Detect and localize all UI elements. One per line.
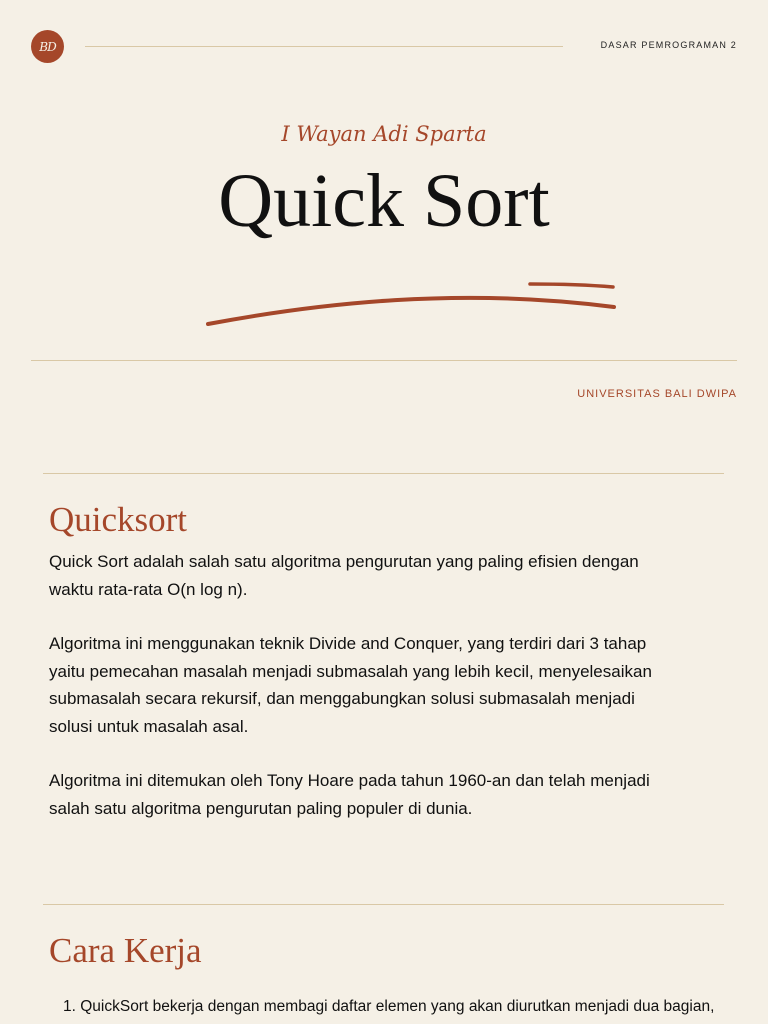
course-label: DASAR PEMROGRAMAN 2: [600, 40, 737, 50]
header-rule: [85, 46, 563, 47]
section-divider-2: [43, 904, 724, 905]
steps-list: [63, 998, 763, 1016]
logo-badge: [31, 30, 64, 63]
cover-divider: [31, 360, 737, 361]
paragraph: Algoritma ini menggunakan teknik Divide and Conquer, yang terdiri dari 3 tahap yaitu pemecahan masalah menjadi submasalah yang lebih kecil, menyelesaikan submasalah secara rekursif, dan menggabungkan solusi submasalah menjadi solusi untuk masalah asal.: [49, 634, 652, 736]
quicksort-description: [49, 548, 669, 849]
section-divider-1: [43, 473, 724, 474]
university-label: UNIVERSITAS BALI DWIPA: [577, 388, 737, 400]
author-name: I Wayan Adi Sparta: [281, 122, 487, 146]
paragraph: Quick Sort adalah salah satu algoritma pengurutan yang paling efisien dengan waktu rata-rata O(n log n).: [49, 552, 639, 599]
decorative-swash: [200, 275, 620, 335]
list-item: 1. QuickSort bekerja dengan membagi daftar elemen yang akan diurutkan menjadi dua bagian,: [63, 998, 715, 1015]
section-heading-quicksort: Quicksort: [49, 500, 188, 539]
paragraph: Algoritma ini ditemukan oleh Tony Hoare pada tahun 1960-an dan telah menjadi salah satu algoritma pengurutan paling populer di dunia.: [49, 771, 650, 818]
page-title: Quick Sort: [218, 159, 550, 243]
section-heading-cara-kerja: Cara Kerja: [49, 931, 202, 970]
logo-text: BD: [39, 39, 56, 54]
